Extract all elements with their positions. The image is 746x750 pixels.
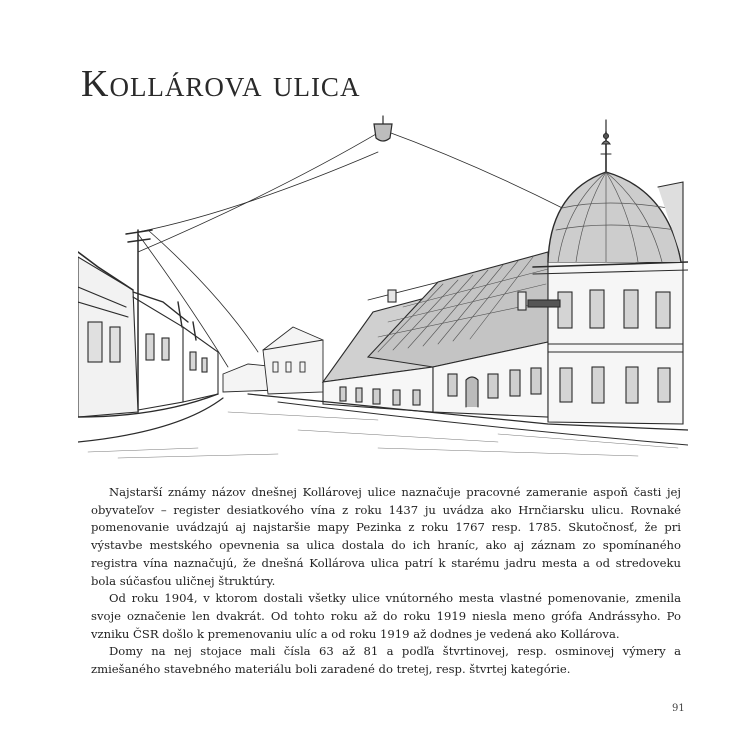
domed-corner-building — [528, 120, 688, 424]
street-sketch-illustration — [78, 112, 688, 462]
page-number: 91 — [672, 703, 685, 714]
hanging-lamp-icon — [374, 116, 392, 141]
page-title: Kollárova ulica — [81, 63, 361, 105]
paragraph: Od roku 1904, v ktorom dostali všetky ulice vnútorného mesta vlastné pomenovanie, zmenila svoje označenie len dvakrát. Od tohto roku až do roku 1919 niesla meno grófa Andrássyho. Po vzniku ČSR došlo k premenovaniu ulíc a od roku 1919 až dodnes je vedená ako Kollárova. — [91, 591, 681, 641]
paragraph: Najstarší známy názov dnešnej Kollárovej ulice naznačuje pracovné zameranie aspoň časti jej obyvateľov – register desiatkového vína z roku 1437 ju uvádza ako Hrnčiarsku ulicu. Rovnaké pomenovanie uvádzajú aj najstaršie mapy Pezinka z roku 1767 resp. 1785. Skutočnosť, že pri výstavbe mestského opevnenia sa ulica dostala do ich hraníc, ako aj záznam zo spomínaného registra vína naznačujú, že dnešná Kollárova ulica patrí k starému jadru mesta a od stredoveku bola súčasťou uličnej štruktúry. — [91, 485, 681, 588]
article-body — [91, 484, 681, 679]
buildings-distant — [223, 327, 323, 394]
buildings-right — [323, 252, 548, 417]
paragraph: Domy na nej stojace mali čísla 63 až 81 a podľa štvrtinovej, resp. osminovej výmery a zmiešaného stavebného materiálu boli zaradené do tretej, resp. štvrtej kategórie. — [91, 644, 681, 677]
